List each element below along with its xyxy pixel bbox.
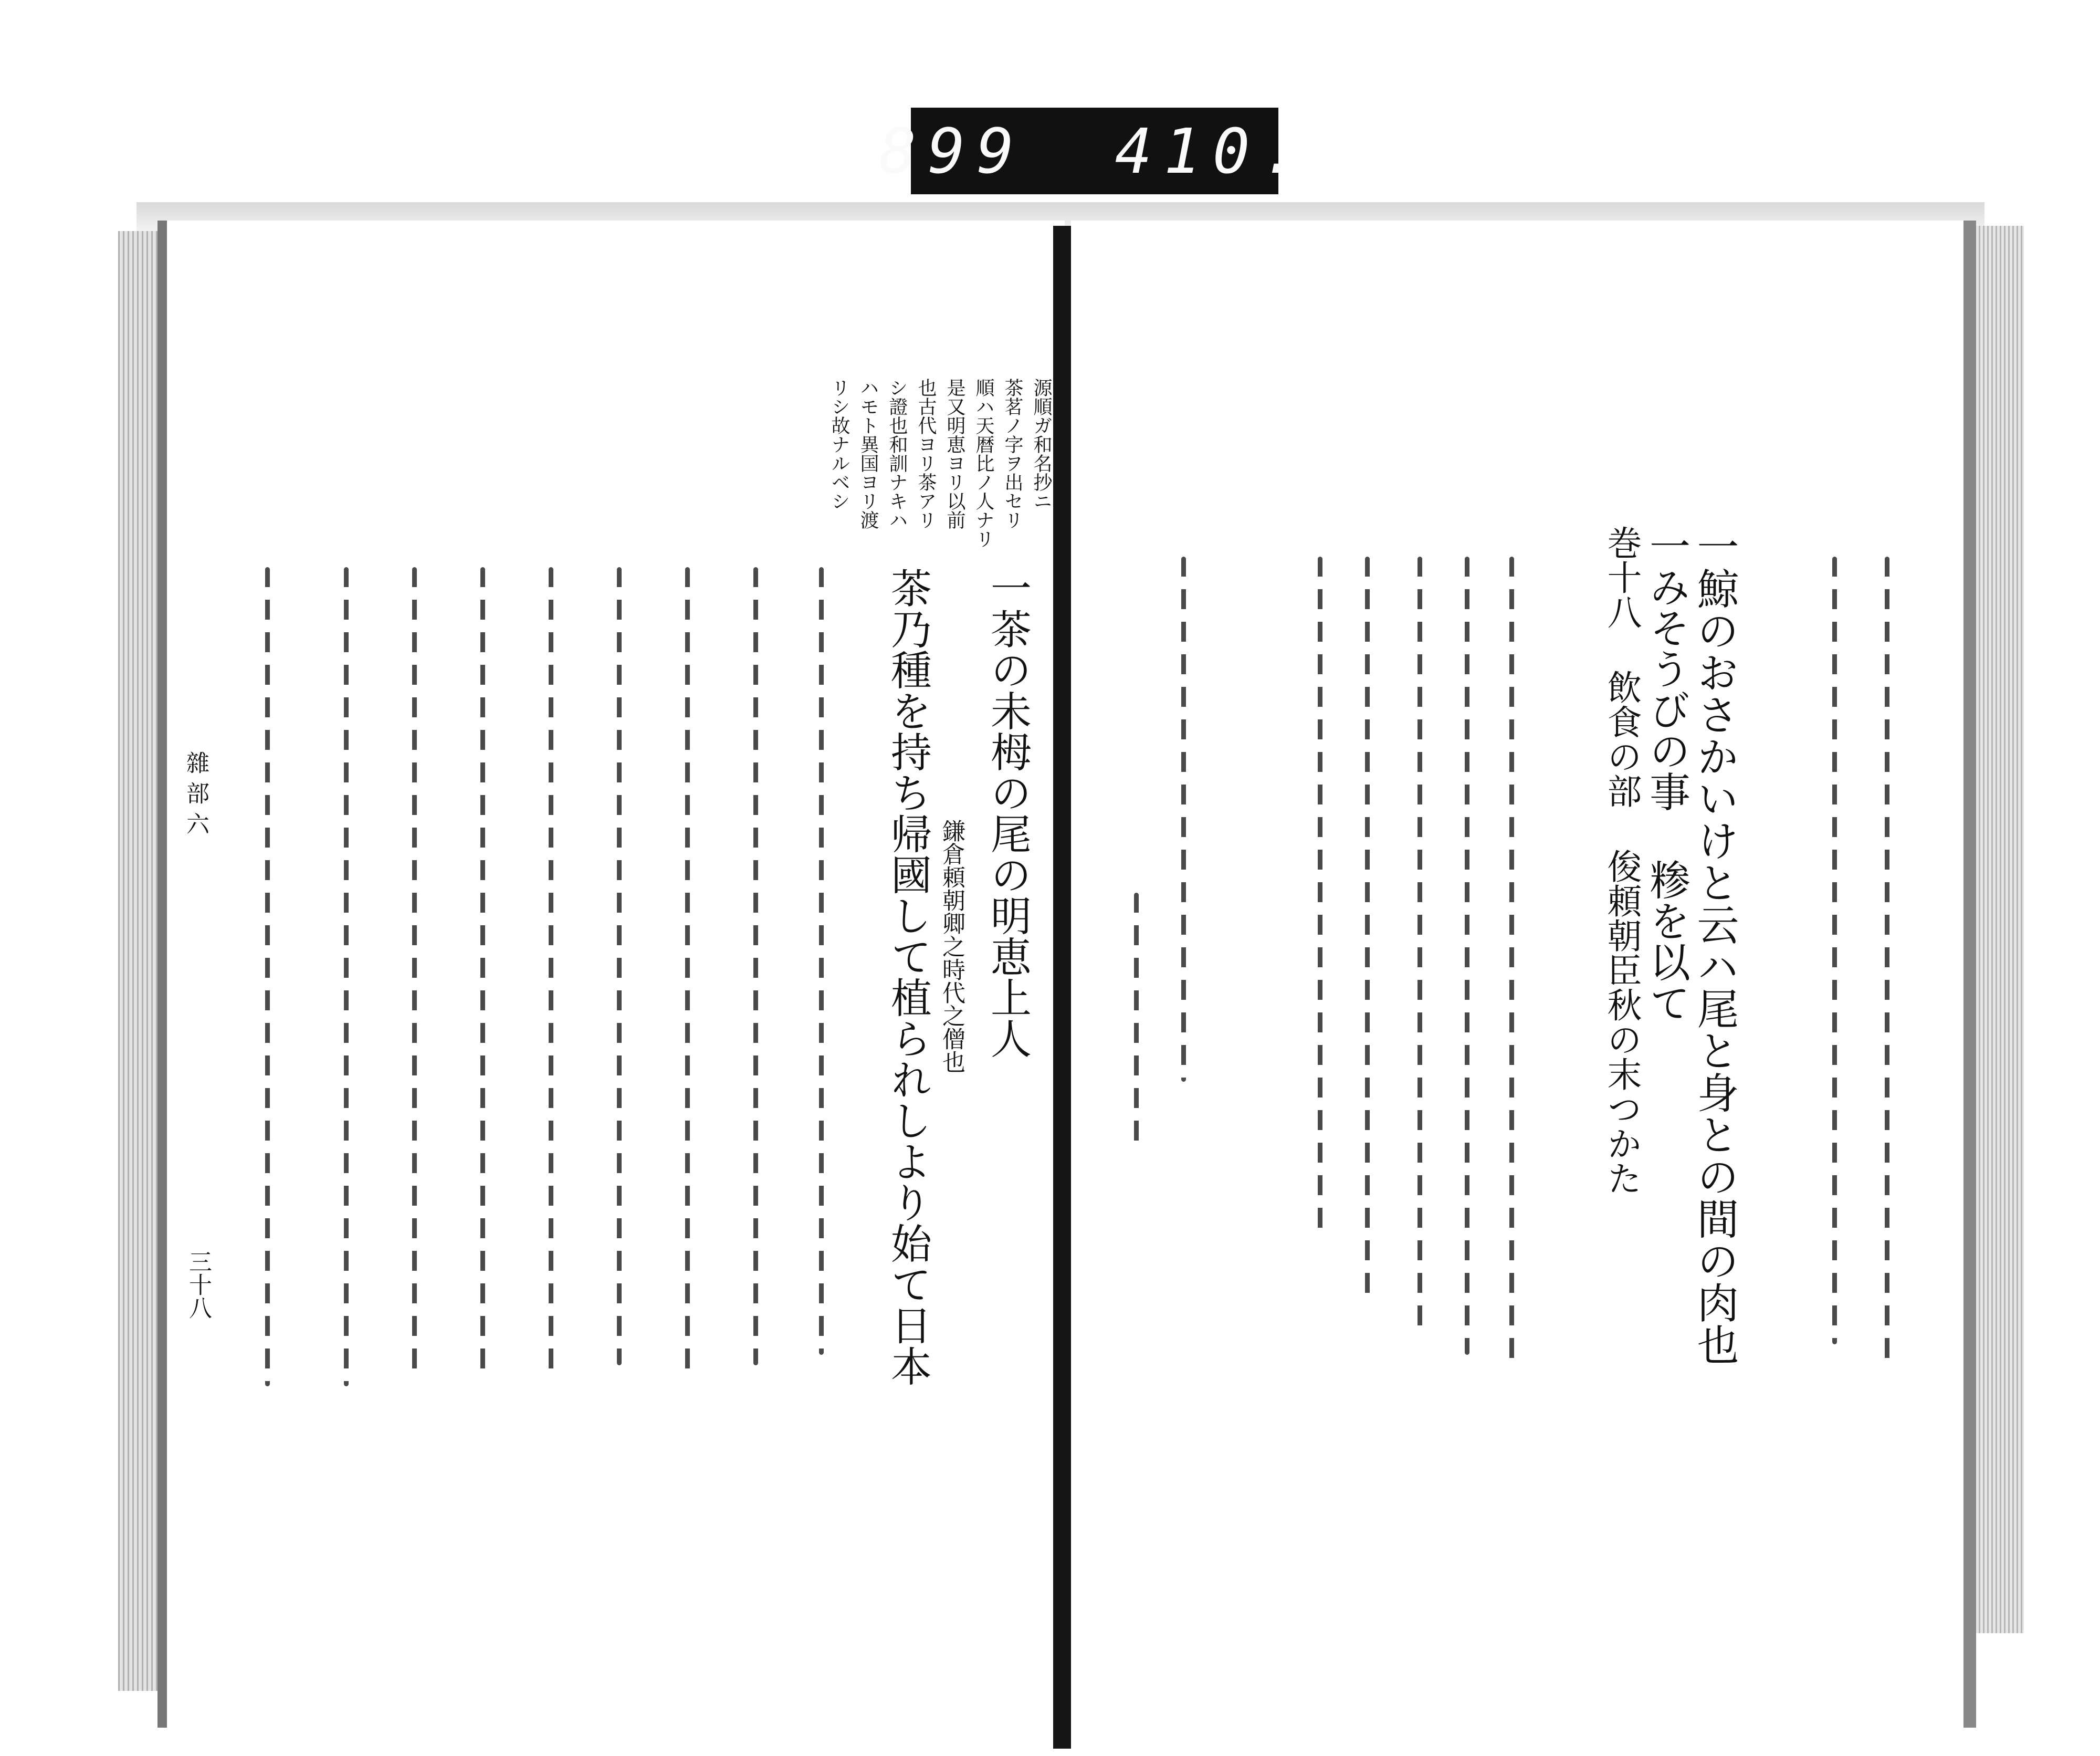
book-edge-left <box>118 231 158 1691</box>
handwritten-line <box>480 567 485 1371</box>
margin-note: 茶茗ノ字ヲ出セリ <box>1002 378 1023 529</box>
margin-note: シ證也和訓ナキハ <box>886 378 908 529</box>
right-page <box>1071 221 1976 1728</box>
left-heading-2: 茶乃種を持ち帰國して植られしより始て日本 <box>884 567 931 1386</box>
handwritten-line <box>1418 557 1422 1334</box>
margin-note: 是又明恵ヨリ以前 <box>944 378 965 529</box>
handwritten-line <box>1181 557 1186 1082</box>
handwritten-line <box>753 567 758 1365</box>
handwritten-line <box>1509 557 1514 1360</box>
handwritten-line <box>819 567 824 1355</box>
stamp-left-number: 899 <box>879 114 1026 187</box>
margin-note: 也古代ヨリ茶アリ <box>915 378 937 529</box>
page-number: 三十八 <box>185 1250 212 1319</box>
handwritten-line <box>1134 893 1139 1145</box>
right-heading-2: 一みそうびの事 糁を以て <box>1643 525 1690 1023</box>
handwritten-line <box>265 567 270 1386</box>
margin-note: ハモト異国ヨリ渡 <box>857 378 879 529</box>
handwritten-line <box>1832 557 1837 1344</box>
handwritten-line <box>1885 557 1889 1365</box>
handwritten-line <box>1365 557 1370 1302</box>
left-heading-1: 一茶の未栂の尾の明恵上人 <box>984 567 1031 1059</box>
margin-note: 源順ガ和名抄ニ <box>1031 378 1052 510</box>
right-heading-2-note: 巻十八 飲食の部 俊頼朝臣秋の末つかた <box>1601 525 1642 1195</box>
catalog-stamp <box>879 108 1310 194</box>
right-heading-1: 一鯨のおさかいけと云ハ尾と身との間の肉也 <box>1690 525 1739 1365</box>
left-heading-1-note: 鎌倉頼朝卿之時代之僧也 <box>938 819 965 1073</box>
handwritten-line <box>344 567 349 1386</box>
section-label: 雜 部 六 <box>182 751 209 835</box>
handwritten-line <box>1318 557 1322 1239</box>
margin-note: 順ハ天暦比ノ人ナリ <box>973 378 994 548</box>
handwritten-line <box>685 567 690 1371</box>
handwritten-line <box>412 567 417 1376</box>
handwritten-line <box>617 567 622 1365</box>
margin-note: リシ故ナルベシ <box>828 378 850 510</box>
stamp-right-number: 410. <box>1115 114 1310 187</box>
book-gutter <box>1053 226 1071 1749</box>
handwritten-line <box>1465 557 1469 1355</box>
handwritten-line <box>549 567 553 1376</box>
